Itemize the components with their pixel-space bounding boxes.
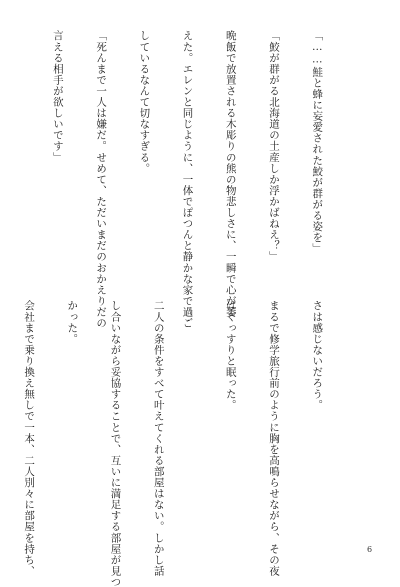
text-line: 「鮫が群がる北海道の土産しか浮かばねえ？」 [267, 30, 280, 263]
text-line: 会社まで乗り換え無しで一本、二人別々に部屋を持ち、 [23, 300, 36, 577]
text-line: 「死んまで一人は嫌だ。せめて、ただいまだのおかえりだの [95, 30, 108, 329]
text-line: しているなんて切なすぎる。 [138, 30, 151, 174]
text-line: 言える相手が欲しいです」 [51, 30, 64, 163]
text-line: し合いながら妥協することで、互いに満足する部屋が見つ [109, 300, 122, 587]
lower-text-column [23, 300, 353, 587]
page-number: 6 [367, 545, 373, 554]
text-line: はぐっすりと眠った。 [224, 300, 237, 411]
text-line: 二人の条件をすべて叶えてくれる部屋はない。しかし話 [152, 300, 165, 577]
text-line: まるで修学旅行前のように胸を高鳴らせながら、その夜 [267, 300, 280, 577]
text-line: さは感じないだろう。 [311, 300, 324, 411]
text-line: 晩飯で放置される木彫りの熊の物悲しさに、一瞬で心が萎 [224, 30, 237, 318]
text-line: えた。エレンと同じように、一体でぽつんと静かな家で過ご [181, 30, 194, 329]
text-line: 「……鮭と蜂に妄愛された鮫が群がる姿を」 [311, 30, 324, 254]
text-line: かった。 [66, 300, 79, 345]
